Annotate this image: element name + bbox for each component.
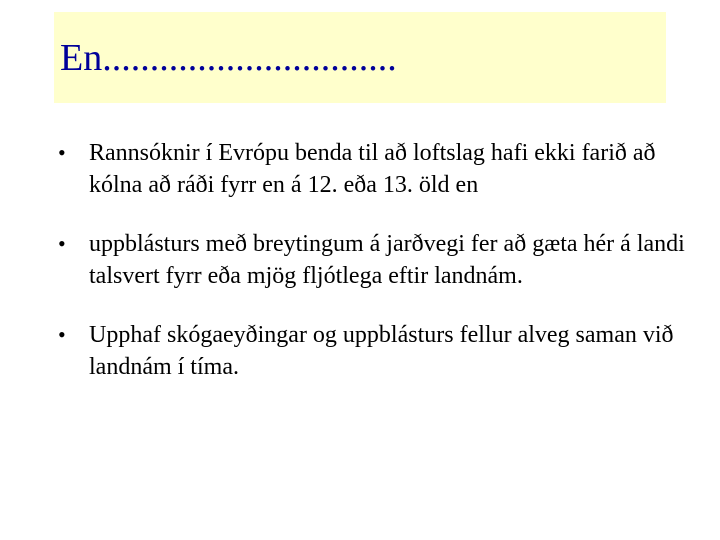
bullet-text-3: Upphaf skógaeyðingar og uppblásturs fellur alveg saman við landnám í tíma. — [89, 322, 674, 380]
bullet-item-3 — [58, 319, 688, 383]
bullet-text-2: uppblásturs með breytingum á jarðvegi fer að gæta hér á landi talsvert fyrr eða mjög fljótlega eftir landnám. — [89, 231, 685, 289]
bullet-icon: • — [58, 322, 66, 347]
slide-title: En............................... — [60, 37, 397, 79]
bullet-icon: • — [58, 231, 66, 256]
bullet-text-1: Rannsóknir í Evrópu benda til að loftslag hafi ekki farið að kólna að ráði fyrr en á 12. eða 13. öld en — [89, 140, 656, 198]
bullet-item-2 — [58, 228, 688, 292]
bullet-list — [58, 137, 688, 410]
bullet-item-1 — [58, 137, 688, 201]
bullet-icon: • — [58, 140, 66, 165]
title-box — [54, 12, 666, 103]
